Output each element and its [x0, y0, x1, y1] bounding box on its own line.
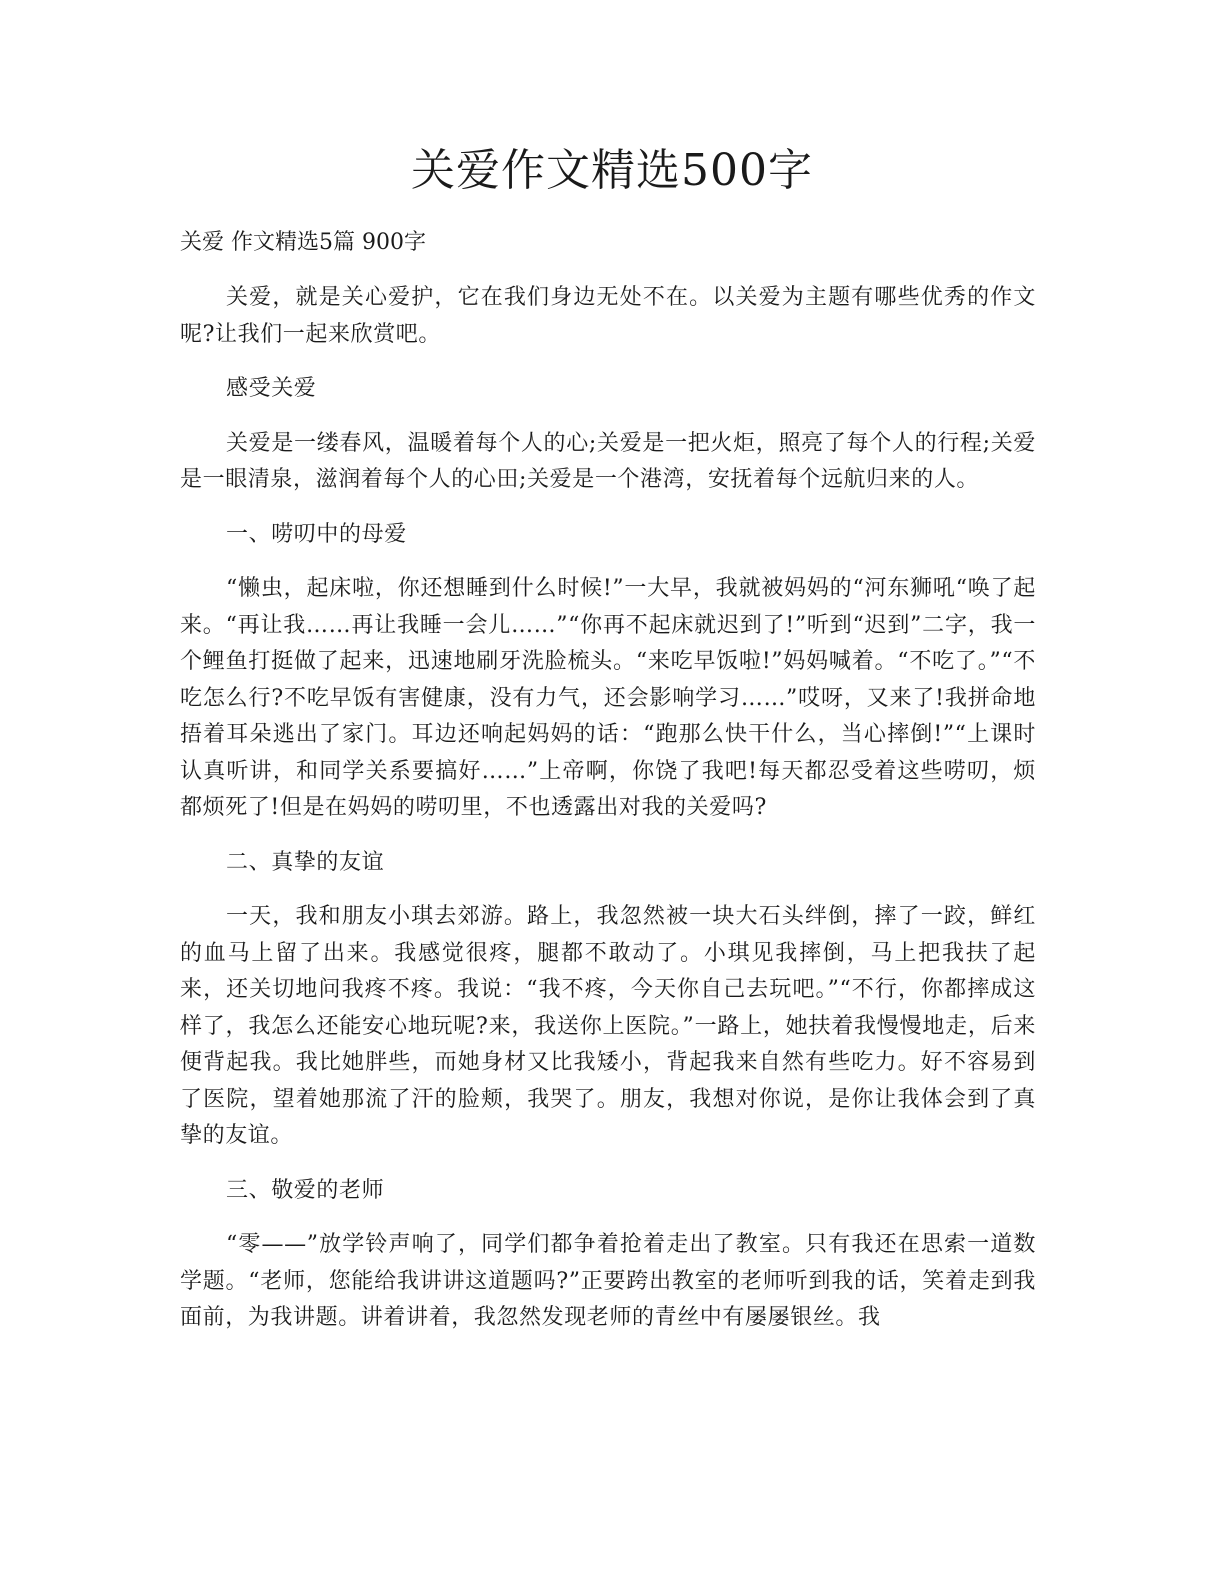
- section-heading-mother-love: 一、唠叨中的母爱: [226, 521, 407, 547]
- document-title: 关爱作文精选500字: [411, 145, 813, 196]
- paragraph-teacher: “零——”放学铃声响了，同学们都争着抢着走出了教室。只有我还在思索一道数学题。“老师，您能给我讲讲这道题吗?”正要跨出教室的老师听到我的话，笑着走到我面前，为我讲题。讲着讲着，我忽然发现老师的青丝中有屡屡银丝。我: [180, 1232, 1036, 1330]
- section-heading-teacher: 三、敬爱的老师: [226, 1177, 385, 1203]
- document-subtitle: 关爱 作文精选5篇 900字: [180, 230, 426, 255]
- paragraph-friendship: 一天，我和朋友小琪去郊游。路上，我忽然被一块大石头绊倒，摔了一跤，鲜红的血马上留了出来。我感觉很疼，腿都不敢动了。小琪见我摔倒，马上把我扶了起来，还关切地问我疼不疼。我说：“我不疼，今天你自己去玩吧。”“不行，你都摔成这样了，我怎么还能安心地玩呢?来，我送你上医院。”一路上，她扶着我慢慢地走，后来便背起我。我比她胖些，而她身材又比我矮小，背起我来自然有些吃力。好不容易到了医院，望着她那流了汗的脸颊，我哭了。朋友，我想对你说，是你让我体会到了真挚的友谊。: [180, 904, 1036, 1148]
- section-heading-feel-care: 感受关爱: [226, 376, 317, 401]
- paragraph-mother-love: “懒虫，起床啦，你还想睡到什么时候!”一大早，我就被妈妈的“河东狮吼“唤了起来。“再让我……再让我睡一会儿……”“你再不起床就迟到了!”听到“迟到”二字，我一个鲤鱼打挺做了起来，迅速地刷牙洗脸梳头。“来吃早饭啦!”妈妈喊着。“不吃了。”“不吃怎么行?不吃早饭有害健康，没有力气，还会影响学习……”哎呀，又来了!我拼命地捂着耳朵逃出了家门。耳边还响起妈妈的话：“跑那么快干什么，当心摔倒!”“上课时认真听讲，和同学关系要搞好……”上帝啊，你饶了我吧!每天都忍受着这些唠叨，烦都烦死了!但是在妈妈的唠叨里，不也透露出对我的关爱吗?: [180, 576, 1036, 820]
- section-heading-friendship: 二、真挚的友谊: [226, 849, 385, 875]
- paragraph-intro: 关爱，就是关心爱护，它在我们身边无处不在。以关爱为主题有哪些优秀的作文呢?让我们一起来欣赏吧。: [180, 285, 1036, 347]
- document-body: [180, 280, 1036, 1355]
- paragraph-care-metaphors: 关爱是一缕春风，温暖着每个人的心;关爱是一把火炬，照亮了每个人的行程;关爱是一眼清泉，滋润着每个人的心田;关爱是一个港湾，安抚着每个远航归来的人。: [180, 430, 1036, 492]
